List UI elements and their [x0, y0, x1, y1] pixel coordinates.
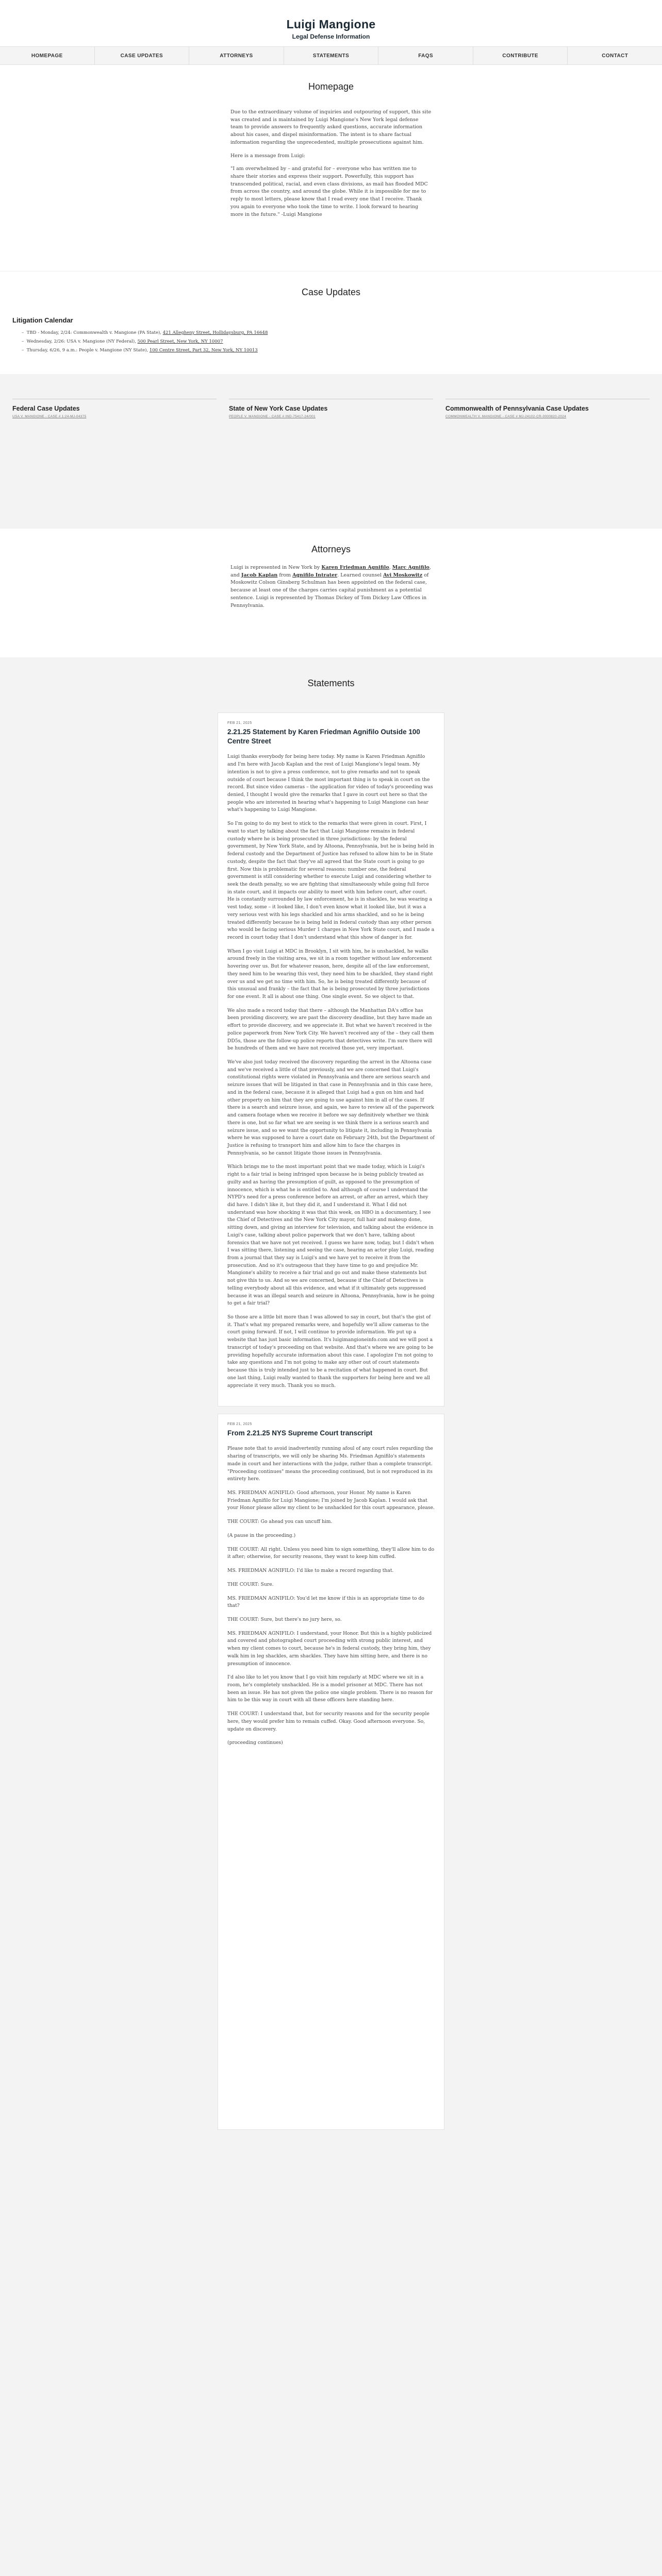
attorney-link[interactable]: Jacob Kaplan [241, 572, 278, 578]
attorney-link[interactable]: Karen Friedman Agnifilo [321, 565, 389, 570]
nav-case-updates[interactable]: CASE UPDATES [95, 47, 190, 64]
case-title: Federal Case Updates [12, 405, 80, 412]
statement-paragraph: So those are a little bit more than I was allowed to say in court, but that's the gist of it. That's what my prepared remarks were, and hopefully we'll allow cameras to the court going forward. If not, I will continue to provide information. We put up a website that has just basic information. It's luigimangioneinfo.com and we will post a transcript of today's proceeding on that website. And that's where we are going to be providing hopefully accurate information about this case. I apologize I'm not going to take any questions and I'm not going to make any other out of court statements because this is truly intended just to be a recitation of what happened in court. But one last thing, Luigi really wanted to thank the supporters for being here and we all appreciate it very much. Thank you so much. [227, 1314, 434, 1388]
statement-paragraph: I'd also like to let you know that I go visit him regularly at MDC where we sit in a room, he's completely unshackled. He is a model prisoner at MDC. There has not been an issue. He has not given the police one single problem. There is no reason for him to be this way in court with all these officers here standing here. [227, 1674, 433, 1703]
statement-paragraph: THE COURT: Go ahead you can uncuff him. [227, 1519, 333, 1525]
text: from [277, 572, 293, 578]
calendar-item-text: Wednesday, 2/26: USA v. Mangione (NY Federal), [26, 339, 138, 344]
nav-attorneys[interactable]: ATTORNEYS [189, 47, 284, 64]
litigation-calendar [12, 316, 662, 353]
statement-date: FEB 21, 2025 [227, 1422, 252, 1427]
statement-paragraph: We also made a record today that there – although the Manhattan DA's office has been providing discovery, we are past the discovery deadline, but they have made an effort to provide discovery, and we appreciate it. But what we haven't received is the police paperwork from New York City. We haven't received any of the – they call them DD5s, those are the follow-up police reports that detectives write. I'm sure there will be hundreds of them and we have not received those yet, very important. [227, 1007, 434, 1052]
case-updates-heading: Case Updates [301, 287, 361, 297]
homepage-heading: Homepage [308, 81, 354, 92]
attorneys-body [230, 564, 432, 609]
intro-paragraph: Due to the extraordinary volume of inquiries and outpouring of support, this site was created and is maintained by Luigi Mangione's New York legal defense team to provide answers to frequently asked questions, accurate information about his cases, and dispel misinformation. The intent is to share factual information regarding the unprecedented, multiple prosecutions against him. [230, 109, 432, 145]
calendar-item: – Wednesday, 2/26: USA v. Mangione (NY Federal), 500 Pearl Street, New York, NY 10007 [22, 339, 223, 344]
statement-title[interactable]: 2.21.25 Statement by Karen Friedman Agnifilo Outside 100 Centre Street [227, 728, 420, 745]
site-title: Luigi Mangione [286, 18, 376, 31]
statement-paragraph: MS. FRIEDMAN AGNIFILO: Good afternoon, your Honor. My name is Karen Friedman Agnifilo for Luigi Mangione; I'm joined by Jacob Kaplan. I would ask that your Honor please allow my client to be unshackled for this court appearance, please. [227, 1490, 435, 1511]
case-title: State of New York Case Updates [229, 405, 328, 412]
statement-paragraph: MS. FRIEDMAN AGNIFILO: You'd let me know if this is an appropriate time to do that? [227, 1595, 424, 1609]
calendar-item-text: TBD - Monday, 2/24: Commonwealth v. Mangione (PA State), [26, 330, 163, 335]
calendar-title: Litigation Calendar [12, 316, 73, 324]
statement-paragraph: We've also just today received the discovery regarding the arrest in the Altoona case and we've received a little of that previously, and we are concerned that Luigi's constitutional rights were violated in Pennsylvania and there are serious search and seizure issues that will be litigated in that case in Pennsylvania and in this case here, and in the federal case, because it is alleged that Luigi had a gun on him and had other property on him that they are going to use against him in all of the cases. If there is a search and seizure issue, and again, we have to review all of the paperwork and camera footage when we receive it before we say definitively whether we think there is one, but so far what we are seeing is we think there is a serious search and seizure issue, and so we want the opportunity to litigate it, including in Pennsylvania where he was supposed to have a court date on February 24th, but the Department of Justice is refusing to transport him and allow him to face the charges in Pennsylvania, so he cannot litigate those issues in Pennsylvania. [227, 1059, 435, 1156]
statement-paragraph: THE COURT: Sure. [227, 1581, 274, 1587]
statement-paragraph: MS. FRIEDMAN AGNIFILO: I understand, your Honor. But this is a highly publicized and covered and photographed court proceeding with strong public interest, and when my client comes to court, because he's in federal custody, they bring him, they walk him in leg shackles, arm shackles. They have him sitting here, and there is no presumption of innocence. [227, 1630, 432, 1667]
statement-paragraph: THE COURT: Sure, but there's no jury here, so. [227, 1616, 342, 1622]
case-updates-section [0, 271, 662, 529]
attorneys-heading: Attorneys [311, 544, 351, 554]
nav-statements[interactable]: STATEMENTS [284, 47, 379, 64]
case-number-link[interactable]: USA V. MANGIONE - CASE # 1:24-MJ-04375 [12, 415, 87, 419]
calendar-address-link[interactable]: 500 Pearl Street, New York, NY 10007 [137, 339, 223, 344]
nav-contribute[interactable]: CONTRIBUTE [473, 47, 568, 64]
statement-paragraph: THE COURT: I understand that, but for security reasons and for the security people here, they would prefer him to remain cuffed. Okay. Good afternoon everyone. So, update on discovery. [227, 1711, 429, 1732]
case-number-link[interactable]: PEOPLE V. MANGIONE - CASE # IND-75417-24/001 [229, 415, 316, 419]
statements-section [0, 657, 662, 2576]
main-nav [0, 46, 662, 65]
nav-faqs[interactable]: FAQS [378, 47, 473, 64]
statement-paragraph: So I'm going to do my best to stick to the remarks that were given in court. First, I want to start by talking about the fact that Luigi Mangione remains in federal custody where he is being prosecuted in three jurisdictions: by the federal government, by New York State, and by Altoona, Pennsylvania, but he is being held in federal custody and the Department of Justice has refused to allow him to be in State custody, despite the fact that they've all agreed that the State court is going to go first. Now this is problematic for several reasons: number one, the federal government is still considering whether to execute Luigi and considering whether to seek the death penalty, so we are fighting that simultaneously while going full force in state court, and it impacts our ability to meet with him before court, after court. He is constantly surrounded by law enforcement, he is in shackles, he was wearing a vest today, some – it looked like, I don't even know what it looked like, but it was a very serious vest with his legs shackled and his arms shackled, and so he is being treated differently because he is being held in federal custody than any other person who would be facing serious Murder 1 charges in New York State court, and I made a record in court today that I don't understand what this show of danger is for. [227, 821, 435, 940]
statement-paragraph: (proceeding continues) [227, 1740, 283, 1746]
text: , and [230, 565, 431, 578]
calendar-item: – Thursday, 6/26, 9 a.m.: People v. Mangione (NY State), 100 Centre Street, Part 32, New York, NY 10013 [22, 348, 258, 353]
nav-contact[interactable]: CONTACT [602, 53, 628, 59]
luigi-quote: "I am overwhelmed by – and grateful for – everyone who has written me to share their stories and express their support. Powerfully, this support has transcended political, racial, and even class divisions, as mail has flooded MDC from across the country, and around the globe. While it is impossible for me to reply to most letters, please know that I read every one that I receive. Thank you again to everyone who took the time to write. I look forward to hearing more in the future." -Luigi Mangione [230, 166, 428, 217]
text: of Moskowitz Colson Ginsberg Schulman has been appointed on the federal case, because at least one of the charges carries capital punishment as a potential sentence. Luigi is represented by Thomas Dickey of Tom Dickey Law Offices in Pennsylvania. [230, 572, 429, 608]
statement-paragraph: Which brings me to the most important point that we made today, which is Luigi's right to a fair trial is being infringed upon because he is being publicly treated as guilty and as having the presumption of guilt, as opposed to the presumption of innocence, which is what he is entitled to. And although of course I understand the NYPD's need for a press conference before an arrest, or after an arrest, which they did have. I didn't like it, but they did it, and I understand it. What I did not understand was how shocking it was that this week, on HBO in a documentary, I see the Chief of Detectives and the New York City mayor, full hair and makeup done, sitting down, and giving an interview for television, and talking about the evidence in Luigi's case, talking about police paperwork that we don't have, talking about forensics that we have not yet received. I guess we have now, today, but I didn't when I was sitting there, listening and seeing the case, hearing an actor play Luigi, reading from a journal that they say is Luigi's and we have yet to receive it from the prosecution. And so it's outrageous that they have time to go and prejudice Mr. Mangione's ability to receive a fair trial and go out and make these statements but not give this to us. And so we are concerned, because if the Chief of Detectives is telling everybody about all this evidence, and what if it ultimately gets suppressed because it was an illegal search and seizure in Altoona, Pennsylvania, how is he going to get a fair trial? [227, 1164, 435, 1307]
calendar-address-link[interactable]: 100 Centre Street, Part 32, New York, NY 10013 [149, 348, 258, 353]
statement-card [218, 713, 444, 1406]
case-cards [0, 374, 662, 418]
statement-card [218, 1414, 444, 2130]
statement-paragraph: MS. FRIEDMAN AGNIFILO: I'd like to make a record regarding that. [227, 1568, 394, 1574]
federal-case-card[interactable] [12, 399, 217, 418]
attorney-link[interactable]: Marc Agnifilo [392, 565, 429, 570]
pa-case-card[interactable] [445, 399, 650, 418]
attorneys-section [0, 529, 662, 657]
statement-title[interactable]: From 2.21.25 NYS Supreme Court transcript [227, 1429, 373, 1437]
message-intro: Here is a message from Luigi: [230, 152, 306, 159]
attorney-link[interactable]: Avi Moskowitz [383, 572, 423, 578]
statement-paragraph: Luigi thanks everybody for being here today. My name is Karen Friedman Agnifilo and I'm here with Jacob Kaplan and the rest of Luigi Mangione's legal team. My intention is not to give a press conference, not to give remarks and not to speak outside of court because I think the most important thing is to speak in court on the record. But since video cameras – the application for video of today's proceeding was denied, I thought I would give the remarks that I gave in court out here so that the people who are interested in hearing what's happening to Luigi Mangione can hear what's happening to Luigi Mangione. [227, 754, 433, 813]
text: . Learned counsel [337, 572, 384, 578]
statement-paragraph: Please note that to avoid inadvertently running afoul of any court rules regarding the sharing of transcripts, we will only be sharing Ms. Friedman Agnifilo's statements made in court and her interactions with the judge, rather than a complete transcript. "Proceeding continues" means the proceeding continued, but is not reproduced in its entirety here. [227, 1446, 433, 1482]
text: , [389, 565, 392, 570]
homepage-section [0, 65, 662, 271]
statements-heading: Statements [307, 678, 355, 688]
attorneys-paragraph [230, 564, 432, 609]
ny-state-case-card[interactable] [229, 399, 433, 418]
statement-date: FEB 21, 2025 [227, 721, 252, 725]
text: Luigi is represented in New York by [230, 565, 322, 570]
calendar-address-link[interactable]: 421 Allegheny Street, Hollidaysburg, PA 16648 [162, 330, 268, 335]
firm-link[interactable]: Agnifilo Intrater [292, 572, 338, 578]
statement-paragraph: THE COURT: All right. Unless you need him to sign something, they'll allow him to do it after; otherwise, for security reasons, they want to keep him cuffed. [227, 1546, 435, 1560]
case-title: Commonwealth of Pennsylvania Case Updates [445, 405, 589, 412]
homepage-body [230, 109, 432, 218]
nav-homepage[interactable]: HOMEPAGE [0, 47, 95, 64]
site-subtitle: Legal Defense Information [292, 33, 370, 40]
site-header [0, 0, 662, 46]
calendar-item: – TBD - Monday, 2/24: Commonwealth v. Mangione (PA State), 421 Allegheny Street, Hollidaysburg, PA 16648 [22, 330, 268, 335]
statement-paragraph: When I go visit Luigi at MDC in Brooklyn, I sit with him, he is unshackled, he walks around freely in the visiting area, we sit in a room together without law enforcement hovering over us. But for whatever reason, here, despite all of the law enforcement, they need him to be wearing this vest, they need him to be shackled, they stand right over us and we get no time with him. So, he is being treated differently because of this unusual and frankly – the fact that he is being prosecuted by three jurisdictions for one event. It all is about one thing. One single event. So we object to that. [227, 948, 433, 999]
case-number-link[interactable]: COMMONWEALTH V. MANGIONE - CASE # MJ-24102-CR-0000820-2024 [445, 415, 567, 419]
statement-paragraph: (A pause in the proceeding.) [227, 1532, 296, 1538]
calendar-item-text: Thursday, 6/26, 9 a.m.: People v. Mangione (NY State), [26, 348, 150, 353]
